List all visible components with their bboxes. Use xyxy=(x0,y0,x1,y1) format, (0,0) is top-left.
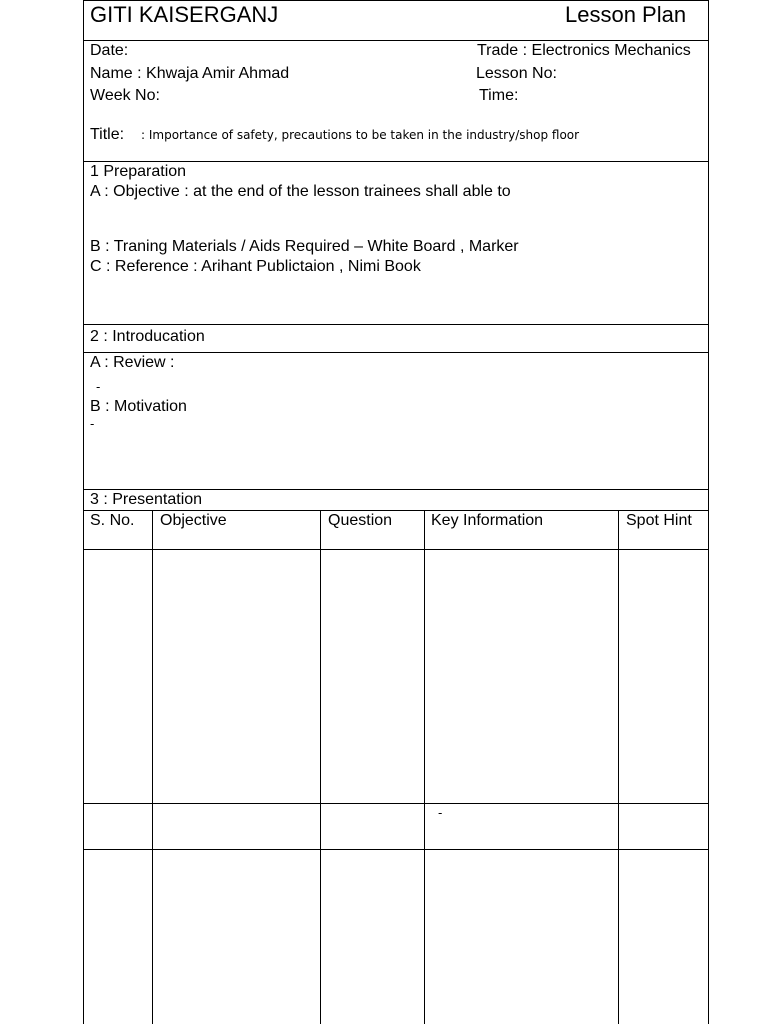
divider-introduction-heading xyxy=(83,352,709,353)
divider-presentation-heading xyxy=(83,510,709,511)
column-header-question: Question xyxy=(328,512,393,529)
introduction-motivation: B : Motivation xyxy=(90,398,187,415)
date-label: Date: xyxy=(90,42,129,59)
table-header-divider xyxy=(83,549,709,550)
table-column-line-2 xyxy=(320,510,321,1024)
motivation-dash: - xyxy=(90,417,95,431)
table-column-line-3 xyxy=(424,510,425,1024)
table-column-line-4 xyxy=(618,510,619,1024)
column-header-objective: Objective xyxy=(160,512,227,529)
preparation-heading: 1 Preparation xyxy=(90,163,187,180)
time-label: Time: xyxy=(479,87,519,104)
name-field: Name : Khwaja Amir Ahmad xyxy=(90,65,290,82)
presentation-heading: 3 : Presentation xyxy=(90,491,203,508)
table-column-line-1 xyxy=(152,510,153,1024)
week-label: Week No: xyxy=(90,87,160,104)
key-information-dash: - xyxy=(438,806,443,820)
divider-info xyxy=(83,161,709,162)
table-row-divider-1 xyxy=(83,803,709,804)
introduction-review: A : Review : xyxy=(90,354,175,371)
top-border xyxy=(83,0,709,1)
column-header-spot-hint: Spot Hint xyxy=(626,512,692,529)
column-header-key-information: Key Information xyxy=(431,512,544,529)
divider-header xyxy=(83,40,709,41)
divider-preparation xyxy=(83,324,709,325)
review-dash: - xyxy=(96,380,101,394)
document-type: Lesson Plan xyxy=(565,2,687,27)
title-label: Title: xyxy=(90,126,125,143)
table-row-divider-2 xyxy=(83,849,709,850)
trade-field: Trade : Electronics Mechanics xyxy=(477,42,691,59)
preparation-objective: A : Objective : at the end of the lesson trainees shall able to xyxy=(90,183,511,200)
column-header-sno: S. No. xyxy=(90,512,135,529)
org-name: GITI KAISERGANJ xyxy=(90,2,279,27)
divider-introduction xyxy=(83,489,709,490)
preparation-reference: C : Reference : Arihant Publictaion , Nimi Book xyxy=(90,258,421,275)
lesson-no-label: Lesson No: xyxy=(476,65,557,82)
introduction-heading: 2 : Introducation xyxy=(90,328,205,345)
title-value: : Importance of safety, precautions to be taken in the industry/shop floor xyxy=(141,128,580,142)
preparation-materials: B : Traning Materials / Aids Required – White Board , Marker xyxy=(90,238,519,255)
